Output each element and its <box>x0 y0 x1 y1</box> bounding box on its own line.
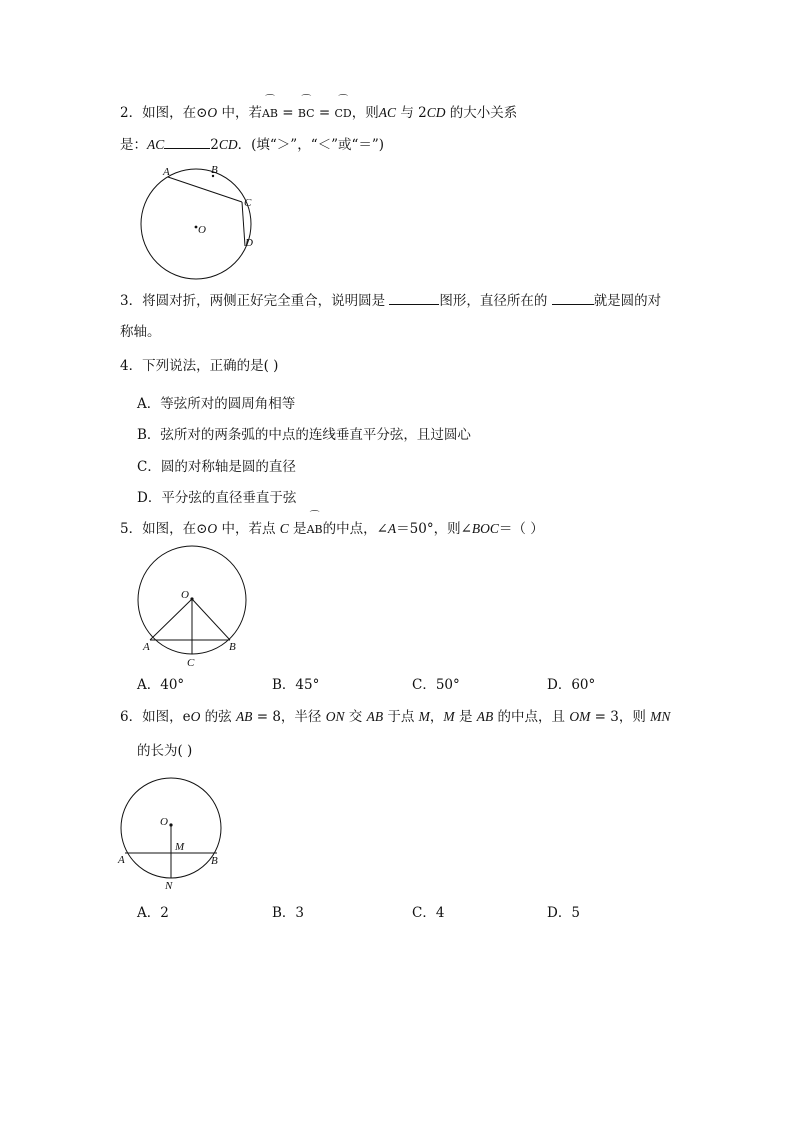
q2-figure <box>138 160 268 282</box>
q6-label-b: B <box>211 855 218 867</box>
q2-text2: 中，若 <box>217 105 262 121</box>
q5-label-b: B <box>229 641 236 653</box>
q6-m: M <box>418 709 430 724</box>
q5-stem <box>120 520 544 539</box>
q2-line2-ac: AC <box>147 137 165 152</box>
q6-om: OM <box>569 709 591 724</box>
q6-stem-line2: 的长为( ) <box>137 743 193 759</box>
q2-eq2: = <box>314 105 335 121</box>
q2-label-o: O <box>198 224 206 236</box>
q2-arc-bc: ⌒ BC <box>298 105 315 123</box>
q2-ac: AC <box>378 105 397 120</box>
q5-text6: ＝（ ） <box>498 521 544 537</box>
q6-text4: 交 <box>344 709 367 725</box>
q2-label-c: C <box>244 197 252 209</box>
q4-option-b[interactable]: B．弦所对的两条弧的中点的连线垂直平分弦，且过圆心 <box>137 427 471 443</box>
q5-circle-o: O <box>207 521 218 536</box>
q2-stem-line2 <box>120 135 384 154</box>
q2-circle <box>141 169 251 279</box>
q4-stem-text: 下列说法，正确的是( ) <box>142 358 279 374</box>
q4-stem <box>120 357 278 375</box>
q5-option-c[interactable]: C．50° <box>412 677 460 693</box>
q2-line2-suffix: ．(填“＞”，“＜”或“＝”) <box>237 137 385 153</box>
q6-label-m: M <box>175 841 185 853</box>
q6-number: 6． <box>120 709 143 725</box>
q5-text4: 的中点，∠ <box>322 521 388 537</box>
q2-answer-blank[interactable] <box>164 135 210 149</box>
q5-center-dot <box>190 597 193 600</box>
q6-ab2: AB <box>366 709 384 724</box>
q3-text2: 图形，直径所在的 <box>439 293 552 309</box>
q2-line2-prefix: 是： <box>120 137 147 153</box>
q6-circle-o: O <box>190 709 201 724</box>
q5-angle-a: A <box>387 521 397 536</box>
q5-text1: 如图，在⊙ <box>142 521 208 537</box>
q5-angle-boc: BOC <box>471 521 499 536</box>
q6-text5: 于点 <box>383 709 419 725</box>
q2-arc-cd: ⌒ CD <box>335 105 352 123</box>
q2-chord-ac <box>168 177 242 202</box>
q6-text2: 的弦 <box>200 709 236 725</box>
q6-text1: 如图，e <box>142 709 191 725</box>
q4-option-c[interactable]: C．圆的对称轴是圆的直径 <box>137 459 296 475</box>
q6-text9: = 3，则 <box>590 709 651 725</box>
q3-text1: 将圆对折，两侧正好完全重合，说明圆是 <box>142 293 390 309</box>
q2-text5: 的大小关系 <box>445 105 518 121</box>
q6-stem-line1 <box>120 708 670 726</box>
q6-mn: MN <box>650 709 671 724</box>
q2-circle-o: O <box>207 105 218 120</box>
q2-text4: 与 2 <box>396 105 427 121</box>
q6-text8: 的中点，且 <box>493 709 570 725</box>
q2-line2-cd: CD <box>218 137 238 152</box>
q3-number: 3． <box>120 293 143 309</box>
q2-label-a: A <box>163 166 170 178</box>
q2-label-b: B <box>211 164 218 176</box>
q6-text7: 是 <box>454 709 477 725</box>
q5-arc-ab: ⌒ AB <box>307 521 323 539</box>
q3-blank1[interactable] <box>389 291 439 305</box>
q5-figure <box>136 542 256 672</box>
q4-number: 4． <box>120 358 143 374</box>
q3-text3: 就是圆的对 <box>593 293 662 309</box>
q5-option-d[interactable]: D．60° <box>547 677 596 693</box>
q5-segment-ob <box>192 599 230 640</box>
q2-text1: 如图，在⊙ <box>142 105 208 121</box>
q6-text6: ， <box>429 709 444 725</box>
q5-text5: ＝50°，则∠ <box>396 521 472 537</box>
q2-cd: CD <box>426 105 446 120</box>
q5-segment-oa <box>150 599 192 640</box>
q6-option-a[interactable]: A．2 <box>137 905 169 921</box>
q3-blank2[interactable] <box>552 291 594 305</box>
q6-m2: M <box>443 709 455 724</box>
q2-center-dot <box>195 226 198 229</box>
q2-arc-ab: ⌒ AB <box>262 105 278 123</box>
q3-stem-line2: 称轴。 <box>120 324 161 340</box>
q2-number: 2． <box>120 105 143 121</box>
q6-label-a: A <box>118 854 125 866</box>
q5-label-a: A <box>143 641 150 653</box>
q4-option-d[interactable]: D．平分弦的直径垂直于弦 <box>137 490 297 506</box>
q2-eq1: = <box>277 105 298 121</box>
q6-label-o: O <box>160 816 168 828</box>
q5-label-c: C <box>187 657 195 669</box>
q2-label-d: D <box>245 237 253 249</box>
q6-figure <box>115 772 230 897</box>
q6-on: ON <box>325 709 345 724</box>
q5-option-a[interactable]: A．40° <box>137 677 185 693</box>
q6-ab: AB <box>235 709 253 724</box>
q5-text3: 是 <box>288 521 307 537</box>
q2-text3: ，则 <box>351 105 379 121</box>
q6-label-n: N <box>165 880 173 892</box>
q2-stem-line1 <box>120 104 517 123</box>
q6-option-b[interactable]: B．3 <box>272 905 305 921</box>
q2-line2-two: 2 <box>210 137 219 153</box>
q5-number: 5． <box>120 521 143 537</box>
q3-stem-line1 <box>120 291 661 310</box>
q6-center-dot <box>169 823 172 826</box>
q5-label-o: O <box>181 589 189 601</box>
q5-text2: 中，若点 <box>217 521 280 537</box>
q5-option-b[interactable]: B．45° <box>272 677 320 693</box>
q6-option-d[interactable]: D．5 <box>547 905 580 921</box>
q6-ab3: AB <box>476 709 494 724</box>
q5-point-c: C <box>279 521 289 536</box>
q6-option-c[interactable]: C．4 <box>412 905 445 921</box>
q6-text3: = 8，半径 <box>252 709 326 725</box>
q4-option-a[interactable]: A．等弦所对的圆周角相等 <box>137 396 296 412</box>
